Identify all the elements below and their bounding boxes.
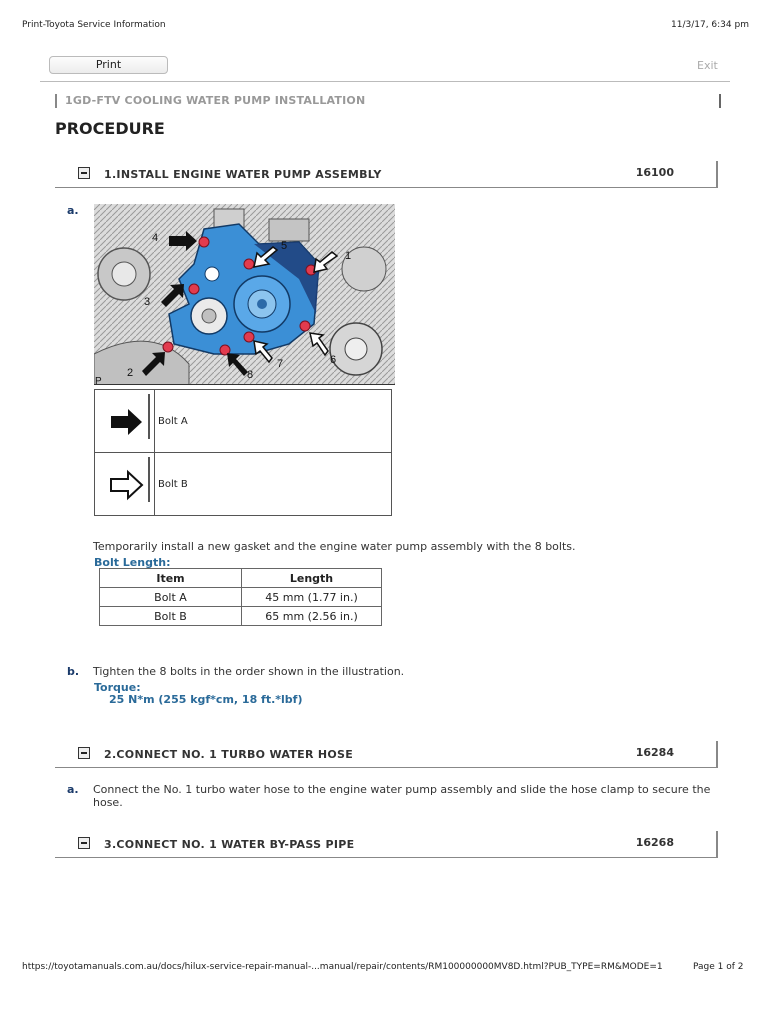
callout-8: 8 [247, 369, 254, 381]
page-header-title: Print-Toyota Service Information [22, 20, 166, 30]
collapse-icon[interactable] [78, 837, 90, 849]
table-cell: Bolt A [100, 588, 242, 607]
legend-label-bolt-b: Bolt B [158, 479, 188, 490]
collapse-icon[interactable] [78, 747, 90, 759]
bolt-length-table [99, 568, 382, 626]
step-2-header [55, 741, 718, 768]
footer-page-number: Page 1 of 2 [693, 962, 744, 972]
callout-4: 4 [152, 232, 159, 244]
bolt-length-heading: Bolt Length: [94, 556, 171, 569]
footer-url: https://toyotamanuals.com.au/docs/hilux-service-repair-manual-...manual/repair/contents/RM100000000MV8D.html?PUB_TYPE=RM&MODE=1 [22, 962, 663, 972]
water-pump-illustration [94, 204, 395, 385]
table-header-row [100, 569, 382, 588]
legend-row-bolt-a [95, 390, 391, 453]
step-3-header [55, 831, 718, 858]
step-2-title: 2.CONNECT NO. 1 TURBO WATER HOSE [104, 748, 354, 761]
callout-3: 3 [144, 296, 151, 308]
step-2a-instruction: Connect the No. 1 turbo water hose to the engine water pump assembly and slide the hose clamp to secure the hose. [93, 783, 711, 809]
legend-row-bolt-b [95, 453, 391, 516]
table-cell: 65 mm (2.56 in.) [242, 607, 382, 626]
table-header-length: Length [242, 569, 382, 588]
breadcrumb-text: 1GD-FTV COOLING WATER PUMP INSTALLATION [65, 94, 366, 107]
step-2a-label: a. [67, 783, 79, 796]
callout-5: 5 [281, 240, 288, 252]
step-1a-instruction: Temporarily install a new gasket and the engine water pump assembly with the 8 bolts. [93, 540, 576, 553]
callout-1: 1 [345, 250, 352, 262]
page-title: PROCEDURE [55, 119, 165, 138]
step-1-code: 16100 [635, 166, 674, 179]
illustration-letter: P [95, 376, 102, 385]
table-row [100, 588, 382, 607]
print-button[interactable]: Print [49, 56, 168, 74]
header-divider [40, 81, 730, 82]
outline-arrow-icon [108, 465, 148, 505]
table-cell: Bolt B [100, 607, 242, 626]
step-3-title: 3.CONNECT NO. 1 WATER BY-PASS PIPE [104, 838, 355, 851]
step-2-code: 16284 [635, 746, 674, 759]
legend-icon-cell [95, 453, 155, 516]
step-1-header [55, 161, 718, 188]
exit-link[interactable]: Exit [697, 59, 718, 72]
step-1a-label: a. [67, 204, 79, 217]
collapse-icon[interactable] [78, 167, 90, 179]
callout-2: 2 [127, 367, 134, 379]
step-1b-instruction: Tighten the 8 bolts in the order shown in the illustration. [93, 665, 405, 678]
table-header-item: Item [100, 569, 242, 588]
callout-6: 6 [330, 354, 337, 366]
step-3-code: 16268 [635, 836, 674, 849]
legend-icon-cell [95, 390, 155, 452]
table-row [100, 607, 382, 626]
step-1b-label: b. [67, 665, 80, 678]
torque-value: 25 N*m (255 kgf*cm, 18 ft.*lbf) [109, 693, 303, 706]
callout-7: 7 [277, 358, 284, 370]
step-1-title: 1.INSTALL ENGINE WATER PUMP ASSEMBLY [104, 168, 382, 181]
table-cell: 45 mm (1.77 in.) [242, 588, 382, 607]
filled-arrow-icon [108, 402, 148, 442]
legend-label-bolt-a: Bolt A [158, 416, 188, 427]
page-header-datetime: 11/3/17, 6:34 pm [671, 20, 749, 30]
bolt-legend [94, 389, 392, 516]
torque-heading: Torque: [94, 681, 141, 694]
breadcrumb [55, 94, 721, 108]
